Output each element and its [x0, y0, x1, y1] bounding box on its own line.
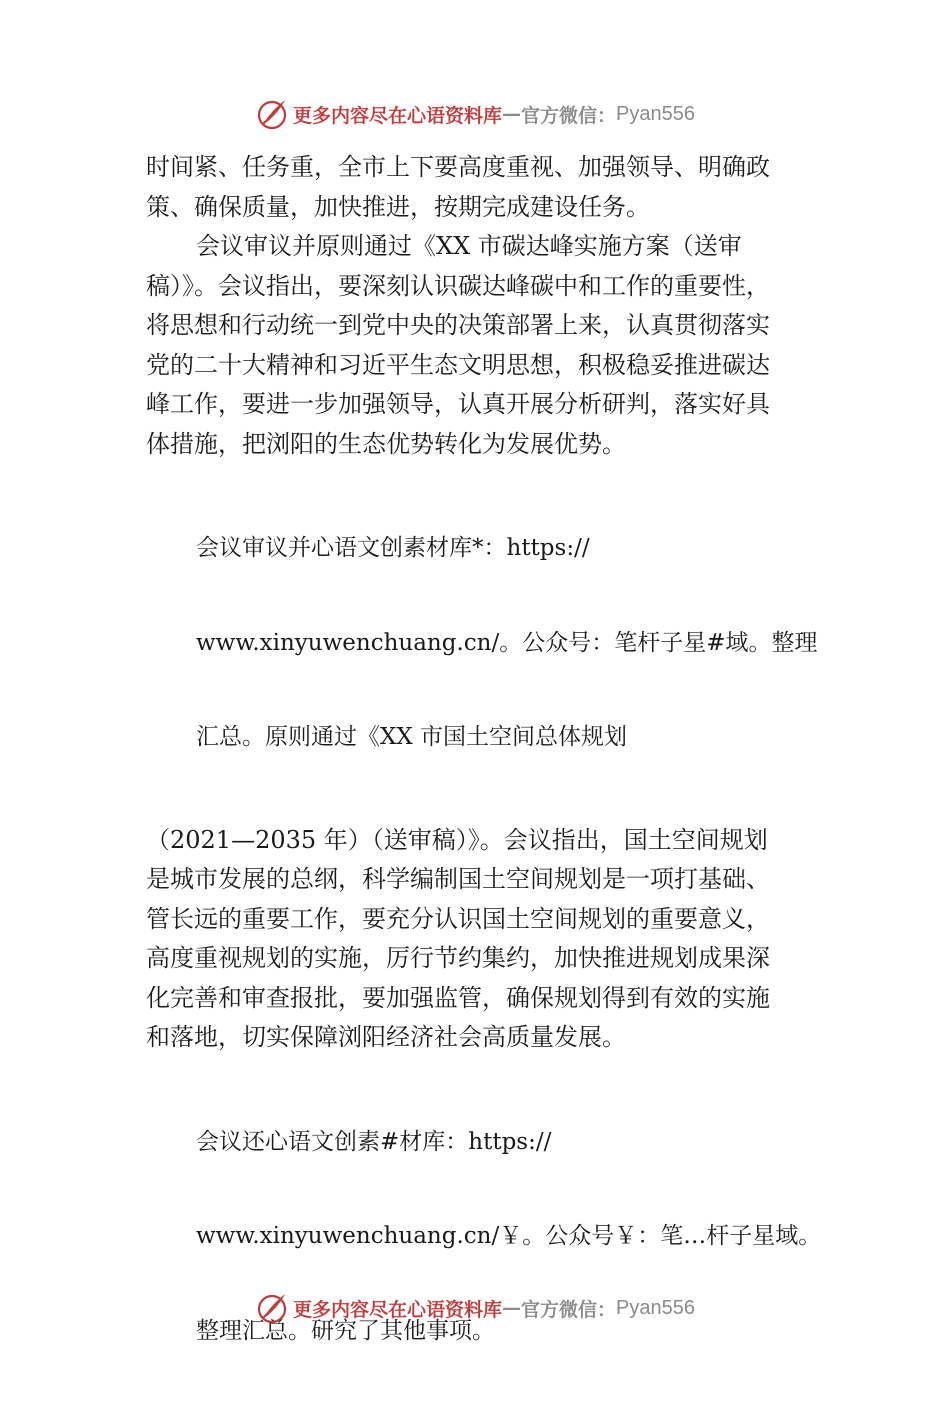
watermarked-block-1	[196, 470, 826, 817]
paragraph-2	[146, 227, 826, 464]
text-line: www.xinyuwenchuang.cn/￥。公众号￥：笔…杆子星域。	[196, 1221, 826, 1253]
header-watermark	[0, 94, 950, 134]
text-line: 会议还心语文创素#材库：https://	[196, 1127, 826, 1159]
text-line: 峰工作，要进一步加强领导，认真开展分析研判，落实好具	[146, 385, 826, 425]
text-line: 将思想和行动统一到党中央的决策部署上来，认真贯彻落实	[146, 306, 826, 346]
footer-wechat-label: 官方微信：	[521, 1295, 616, 1322]
quill-logo-icon	[255, 1291, 289, 1325]
paragraph-3	[146, 821, 826, 1058]
text-line: 会议审议并原则通过《XX 市碳达峰实施方案（送审	[146, 227, 826, 267]
quill-logo-icon	[255, 97, 289, 131]
text-line: 党的二十大精神和习近平生态文明思想，积极稳妥推进碳达	[146, 346, 826, 386]
text-line: 高度重视规划的实施，厉行节约集约，加快推进规划成果深	[146, 939, 826, 979]
text-line: www.xinyuwenchuang.cn/。公众号：笔杆子星#域。整理	[196, 628, 826, 660]
text-line: 汇总。原则通过《XX 市国土空间总体规划	[196, 722, 826, 754]
text-line: 化完善和审查报批，要加强监管，确保规划得到有效的实施	[146, 979, 826, 1019]
footer-separator: —	[502, 1297, 521, 1319]
header-separator: —	[502, 103, 521, 125]
text-line: 稿）》。会议指出，要深刻认识碳达峰碳中和工作的重要性，	[146, 267, 826, 307]
text-line: 会议审议并心语文创素材库*：https://	[196, 533, 826, 565]
text-line: 体措施，把浏阳的生态优势转化为发展优势。	[146, 425, 826, 465]
footer-watermark	[0, 1288, 950, 1328]
document-body	[146, 148, 826, 1410]
text-line: （2021—2035 年）（送审稿）》。会议指出，国土空间规划	[146, 821, 826, 861]
text-line: 整理汇总。研究了其他事项。	[196, 1316, 826, 1348]
footer-brand-text: 更多内容尽在心语资料库	[293, 1295, 502, 1322]
header-wechat-handle: Pyan556	[616, 103, 695, 126]
header-brand-text: 更多内容尽在心语资料库	[293, 101, 502, 128]
text-line: 时间紧、任务重，全市上下要高度重视、加强领导、明确政	[146, 148, 826, 188]
header-wechat-label: 官方微信：	[521, 101, 616, 128]
text-line: 是城市发展的总纲，科学编制国土空间规划是一项打基础、	[146, 860, 826, 900]
text-line: 管长远的重要工作，要充分认识国土空间规划的重要意义，	[146, 900, 826, 940]
text-line: 和落地，切实保障浏阳经济社会高质量发展。	[146, 1018, 826, 1058]
watermarked-block-2	[196, 1064, 826, 1410]
text-line: 策、确保质量，加快推进，按期完成建设任务。	[146, 188, 826, 228]
paragraph-1	[146, 148, 826, 227]
footer-wechat-handle: Pyan556	[616, 1297, 695, 1320]
